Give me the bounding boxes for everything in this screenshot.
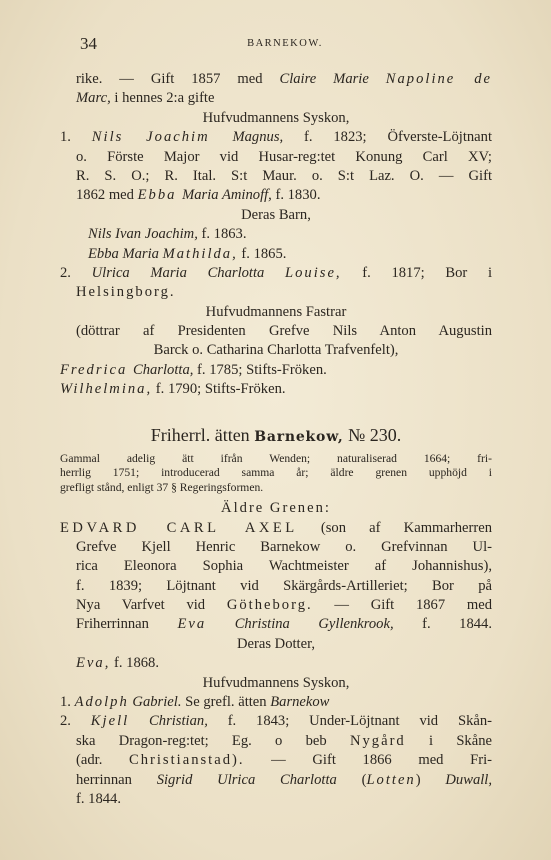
text-run: Äldre Grenen: [221,500,331,517]
text-line [60,283,492,302]
text-run: Fredrica [60,361,133,378]
text-run: Marc, [76,90,111,107]
text-line [60,225,492,244]
text-run: Deras Dotter, [236,635,316,652]
text-line [60,380,492,399]
elder-branch-entry [60,499,492,809]
section-gap [60,400,492,422]
text-run: 1. [60,129,92,146]
text-line [60,771,492,790]
text-run: herrinnan [76,771,157,788]
text-run: Nya Varfvet vid [76,597,227,614]
text-run: Mathilda, [162,245,238,262]
text-run: R. S. O.; R. Ital. S:t Maur. o. S:t Laz. O. — Gift [76,167,492,184]
text-run: Grefve Kjell Henric Barnekow o. Grefvinnan Ul- [76,538,492,555]
text-run: ) [415,771,446,788]
text-run: (döttrar af Presidenten Grefve Nils Anton Augustin [76,323,492,340]
text-run: f. 1790; Stifts-Fröken. [152,381,286,398]
text-run: f. 1863. [197,226,247,243]
text-run: Kjell [90,713,130,730]
text-line [60,109,492,128]
text-run: Charlotta, [132,361,194,378]
intro-line: herrlig 1751; introducerad samma år; äldre grenen upphöjd i [60,466,492,480]
family-introduction [60,452,492,496]
text-run: Barnekow [270,694,330,711]
text-run: f. 1868. [110,655,159,672]
text-run: Barck o. Catharina Charlotta Trafvenfelt), [153,342,399,359]
text-line [60,635,492,654]
text-run [206,616,235,632]
text-line [60,654,492,673]
text-line [60,186,492,205]
text-run: Magnus, [232,129,284,146]
text-run: — Gift 1866 med Fri- [244,752,492,769]
text-line [60,264,492,283]
text-run: (adr. [76,752,129,769]
text-run: 1862 med [76,187,138,204]
text-line [60,577,492,596]
text-run: — Gift 1867 med [312,597,492,614]
text-run: Helsingborg. [76,284,176,301]
section-number: № 230. [343,424,402,445]
running-title: BARNEKOW. [247,38,323,49]
text-line [60,519,492,538]
intro-line: Gammal adelig ätt ifrån Wenden; naturaliserad 1664; fri- [60,451,492,465]
text-run: Christianstad). [128,752,245,769]
text-run: 2. [60,713,91,730]
text-run: 2. [60,264,92,281]
text-line [60,557,492,576]
text-run: f. 1844. [76,791,121,807]
text-run: Gabriel. [132,694,182,711]
text-run: Nils Joachim [91,129,233,146]
text-run: Napoline de [385,71,492,87]
running-header [80,34,490,54]
text-run: f. 1844. [393,616,492,633]
text-line [60,341,492,360]
section-heading [60,422,492,448]
text-run [129,713,149,729]
page-number: 34 [80,34,97,53]
text-run: f. 1817; Bor i [341,264,492,281]
text-run: f. 1843; Under-Löjtnant vid Skån- [207,713,492,730]
text-run: ska Dragon-reg:tet; Eg. o beb [76,732,350,749]
text-run: f. 1785; Stifts-Fröken. [193,361,327,378]
text-run: Eva [177,616,207,633]
text-run: Adolph [74,694,129,711]
text-line [60,206,492,225]
text-run: 1. [60,694,75,711]
text-run: Ulrica Maria Charlotta [91,264,286,281]
text-run: Eva, [76,655,111,672]
page-body [60,70,492,809]
intro-line: grefligt stånd, enligt 37 § Regeringsformen. [60,480,264,494]
text-run: rike. — Gift 1857 med [76,71,280,87]
text-run: Duwall, [445,771,492,788]
text-run: ( [336,771,367,788]
text-line [60,751,492,770]
text-line [60,89,492,108]
text-run: Nygård [349,732,406,749]
text-run: Maria Aminoff, [182,187,272,204]
text-run: Wilhelmina, [60,381,153,398]
text-line [60,70,492,89]
section-prefix: Friherrl. ätten [150,424,255,445]
text-run: Christian, [149,713,208,730]
text-run: Deras Barn, [241,206,311,223]
text-run: Ebba Maria [88,245,163,262]
text-line [60,167,492,186]
text-run: i Skåne [405,732,492,749]
text-run: f. 1823; Öfverste-Löjtnant [283,129,492,146]
text-line [60,674,492,693]
text-line [60,303,492,322]
text-run: Se grefl. ätten [181,694,271,711]
text-run: i hennes 2:a gifte [110,90,215,107]
text-run: (son af Kammarherren [297,519,492,536]
text-line [60,361,492,380]
text-line [60,148,492,167]
text-line [60,790,492,809]
text-run: Sigrid Ulrica Charlotta [156,771,337,788]
text-run: Christina Gyllenkrook, [234,616,394,633]
text-run: Götheborg. [226,597,313,614]
text-run: Ebba [137,187,183,204]
text-run: Nils Ivan Joachim, [88,226,198,243]
text-run: Louise, [285,264,342,281]
text-line [60,499,492,518]
text-run: o. Förste Major vid Husar-reg:tet Konung Carl XV; [76,148,492,165]
text-run: f. 1865. [237,245,287,262]
text-line [60,712,492,731]
text-line [60,615,492,634]
text-run: EDVARD CARL AXEL [60,519,298,536]
text-line [60,693,492,712]
text-line [60,732,492,751]
text-run: Claire Marie [279,71,386,87]
text-line [60,322,492,341]
text-line [60,128,492,147]
text-run: rica Eleonora Sophia Wachtmeister af Johannishus), [76,558,492,575]
text-run: Friherrinnan [76,616,178,633]
continued-entry [60,70,492,400]
text-run: Lotten [366,771,416,788]
text-run: Hufvudmannens Syskon, [202,674,350,691]
text-run: f. 1839; Löjtnant vid Skärgårds-Artilleriet; Bor på [76,577,492,594]
text-run: Hufvudmannens Syskon, [202,109,350,126]
text-run: Hufvudmannens Fastrar [205,303,347,320]
text-run: f. 1830. [271,187,321,204]
section-family-name: Barnekow, [254,428,344,445]
text-line [60,538,492,557]
text-line [60,245,492,264]
text-line [60,596,492,615]
